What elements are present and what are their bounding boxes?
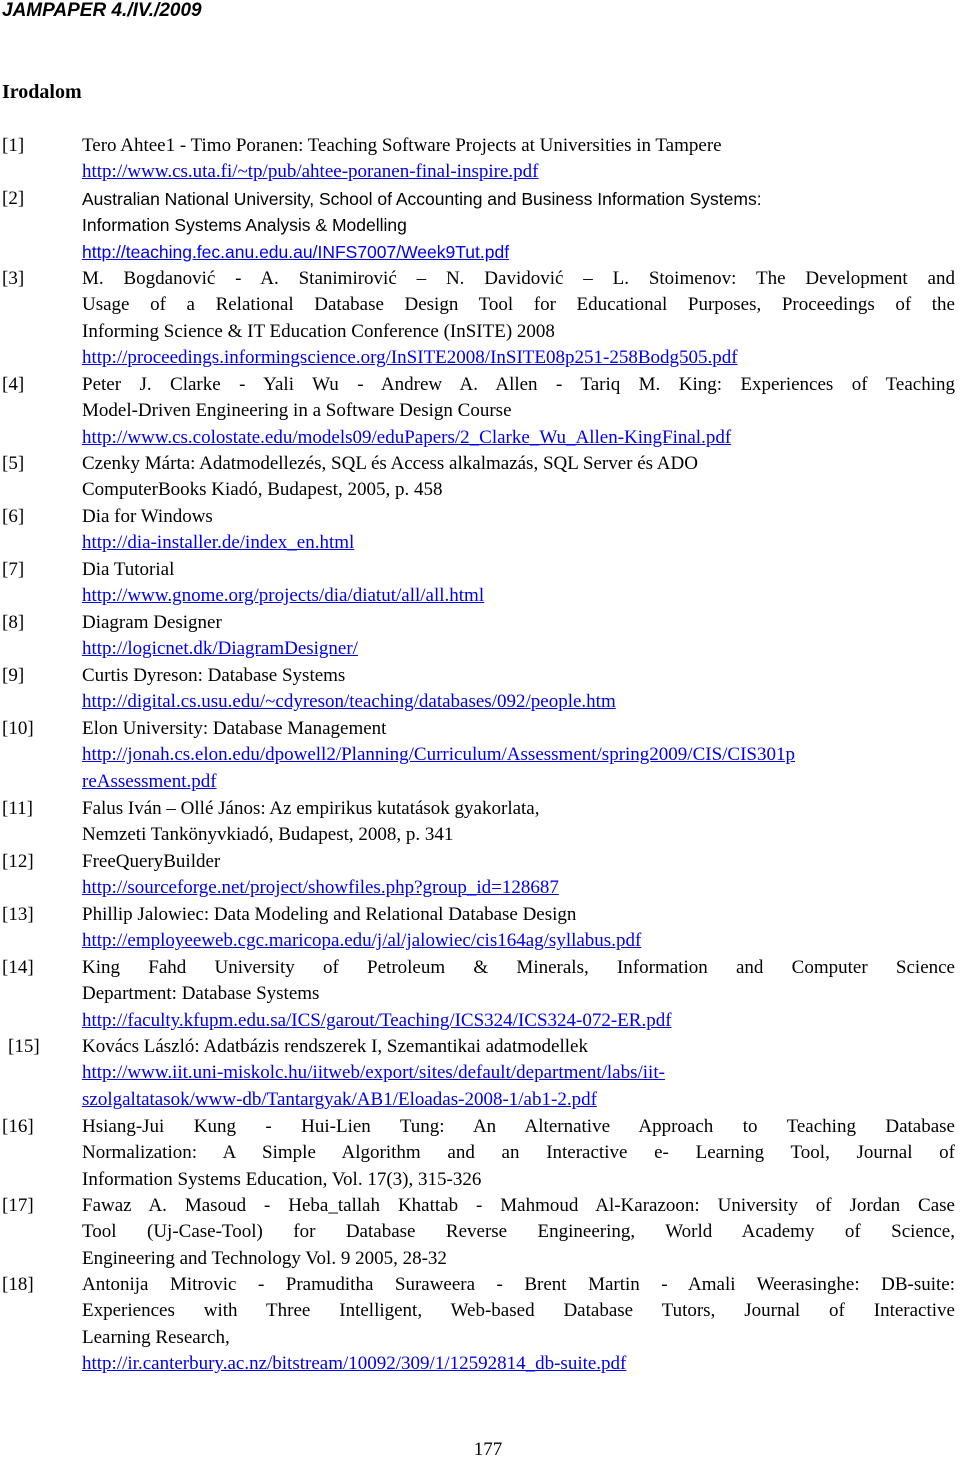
- reference-number: [14]: [2, 957, 34, 978]
- reference-link[interactable]: http://www.cs.uta.fi/~tp/pub/ahtee-poranen-final-inspire.pdf: [82, 161, 539, 183]
- reference-number: [16]: [2, 1116, 34, 1137]
- reference-number: [13]: [2, 904, 34, 925]
- reference-text: Nemzeti Tankönyvkiadó, Budapest, 2008, p. 341: [82, 824, 454, 846]
- reference-link[interactable]: http://teaching.fec.anu.edu.au/INFS7007/Week9Tut.pdf: [82, 241, 510, 262]
- reference-number: [1]: [2, 135, 25, 156]
- reference-link[interactable]: http://employeeweb.cgc.maricopa.edu/j/al/jalowiec/cis164ag/syllabus.pdf: [82, 930, 642, 952]
- reference-number: [17]: [2, 1195, 34, 1216]
- reference-body: [82, 1193, 955, 1272]
- reference-link[interactable]: szolgaltatasok/www-db/Tantargyak/AB1/Eloadas-2008-1/ab1-2.pdf: [82, 1088, 597, 1110]
- reference-number: [2]: [2, 188, 25, 209]
- reference-number: [12]: [2, 851, 34, 872]
- reference-link[interactable]: http://proceedings.informingscience.org/InSITE2008/InSITE08p251-258Bodg505.pdf: [82, 347, 738, 369]
- reference-text: Antonija Mitrovic - Pramuditha Suraweera - Brent Martin - Amali Weerasinghe: DB-suite:: [82, 1274, 955, 1295]
- reference-text: Curtis Dyreson: Database Systems: [82, 665, 346, 686]
- reference-number: [9]: [2, 665, 25, 686]
- reference-body: [82, 266, 955, 372]
- section-title: Irodalom: [2, 81, 82, 103]
- reference-body: [82, 451, 955, 504]
- reference-link[interactable]: http://www.gnome.org/projects/dia/diatut/all/all.html: [82, 585, 485, 607]
- reference-body: [82, 849, 955, 902]
- reference-link[interactable]: http://www.iit.uni-miskolc.hu/iitweb/export/sites/default/department/labs/iit-: [82, 1062, 665, 1084]
- reference-text: ComputerBooks Kiadó, Budapest, 2005, p. 458: [82, 479, 443, 501]
- reference-text: M. Bogdanović - A. Stanimirović – N. Davidović – L. Stoimenov: The Development and: [82, 268, 955, 289]
- reference-body: [82, 902, 955, 955]
- reference-body: [82, 557, 955, 610]
- reference-text: Tool (Uj-Case-Tool) for Database Reverse Engineering, World Academy of Science,: [82, 1221, 955, 1243]
- reference-number: [3]: [2, 268, 25, 289]
- reference-body: [82, 796, 955, 849]
- reference-number: [8]: [2, 612, 25, 633]
- reference-number: [18]: [2, 1274, 34, 1295]
- reference-number: [4]: [2, 374, 25, 395]
- reference-text: Usage of a Relational Database Design Tool for Educational Purposes, Proceedings of the: [82, 294, 955, 316]
- reference-link[interactable]: http://sourceforge.net/project/showfiles.php?group_id=128687: [82, 877, 559, 899]
- reference-link[interactable]: http://jonah.cs.elon.edu/dpowell2/Planning/Curriculum/Assessment/spring2009/CIS/CIS301p: [82, 744, 796, 766]
- reference-text: Elon University: Database Management: [82, 718, 387, 739]
- reference-text: Diagram Designer: [82, 612, 222, 633]
- page-number: 177: [473, 1439, 503, 1460]
- reference-body: [82, 663, 955, 716]
- reference-number: [11]: [2, 798, 33, 819]
- reference-text: Dia Tutorial: [82, 559, 175, 580]
- reference-text: Fawaz A. Masoud - Heba_tallah Khattab - Mahmoud Al-Karazoon: University of Jordan Case: [82, 1195, 955, 1216]
- reference-text: Informing Science & IT Education Conference (InSITE) 2008: [82, 320, 555, 342]
- reference-body: [82, 1114, 955, 1193]
- reference-text: Australian National University, School of Accounting and Business Information Systems:: [82, 189, 762, 209]
- reference-text: Phillip Jalowiec: Data Modeling and Relational Database Design: [82, 904, 577, 925]
- reference-text: Information Systems Analysis & Modelling: [82, 215, 407, 236]
- reference-link[interactable]: reAssessment.pdf: [82, 770, 217, 792]
- reference-link[interactable]: http://digital.cs.usu.edu/~cdyreson/teaching/databases/092/people.htm: [82, 691, 616, 713]
- reference-text: Czenky Márta: Adatmodellezés, SQL és Access alkalmazás, SQL Server és ADO: [82, 453, 698, 474]
- reference-text: Kovács László: Adatbázis rendszerek I, Szemantikai adatmodellek: [82, 1036, 588, 1057]
- reference-link[interactable]: http://faculty.kfupm.edu.sa/ICS/garout/Teaching/ICS324/ICS324-072-ER.pdf: [82, 1009, 672, 1031]
- reference-link[interactable]: http://logicnet.dk/DiagramDesigner/: [82, 638, 358, 660]
- reference-body: [82, 133, 955, 186]
- reference-body: [82, 186, 955, 265]
- reference-link[interactable]: http://www.cs.colostate.edu/models09/eduPapers/2_Clarke_Wu_Allen-KingFinal.pdf: [82, 426, 732, 448]
- reference-text: King Fahd University of Petroleum & Minerals, Information and Computer Science: [82, 957, 955, 978]
- reference-text: Normalization: A Simple Algorithm and an Interactive e- Learning Tool, Journal of: [82, 1142, 955, 1164]
- reference-text: Department: Database Systems: [82, 983, 320, 1005]
- reference-number: [10]: [2, 718, 34, 739]
- reference-text: Dia for Windows: [82, 506, 213, 527]
- reference-number: [6]: [2, 506, 25, 527]
- reference-body: [82, 1034, 955, 1113]
- reference-text: Engineering and Technology Vol. 9 2005, 28-32: [82, 1247, 447, 1269]
- reference-text: Peter J. Clarke - Yali Wu - Andrew A. Allen - Tariq M. King: Experiences of Teaching: [82, 374, 955, 395]
- reference-text: Experiences with Three Intelligent, Web-based Database Tutors, Journal of Interactive: [82, 1300, 955, 1322]
- reference-text: Learning Research,: [82, 1326, 230, 1348]
- reference-number: [5]: [2, 453, 25, 474]
- reference-text: Tero Ahtee1 - Timo Poranen: Teaching Software Projects at Universities in Tampere: [82, 135, 722, 156]
- reference-text: Information Systems Education, Vol. 17(3), 315-326: [82, 1168, 482, 1190]
- reference-number: [15]: [8, 1036, 40, 1057]
- reference-text: Hsiang-Jui Kung - Hui-Lien Tung: An Alternative Approach to Teaching Database: [82, 1116, 955, 1137]
- reference-body: [82, 955, 955, 1034]
- reference-text: Model-Driven Engineering in a Software Design Course: [82, 400, 512, 422]
- reference-body: [82, 504, 955, 557]
- reference-body: [82, 1272, 955, 1378]
- reference-link[interactable]: http://ir.canterbury.ac.nz/bitstream/10092/309/1/12592814_db-suite.pdf: [82, 1353, 627, 1375]
- reference-body: [82, 372, 955, 451]
- reference-body: [82, 716, 955, 795]
- reference-number: [7]: [2, 559, 25, 580]
- reference-body: [82, 610, 955, 663]
- reference-link[interactable]: http://dia-installer.de/index_en.html: [82, 532, 355, 554]
- journal-header: JAMPAPER 4./IV./2009: [2, 0, 202, 21]
- reference-text: FreeQueryBuilder: [82, 851, 221, 872]
- reference-text: Falus Iván – Ollé János: Az empirikus kutatások gyakorlata,: [82, 798, 540, 819]
